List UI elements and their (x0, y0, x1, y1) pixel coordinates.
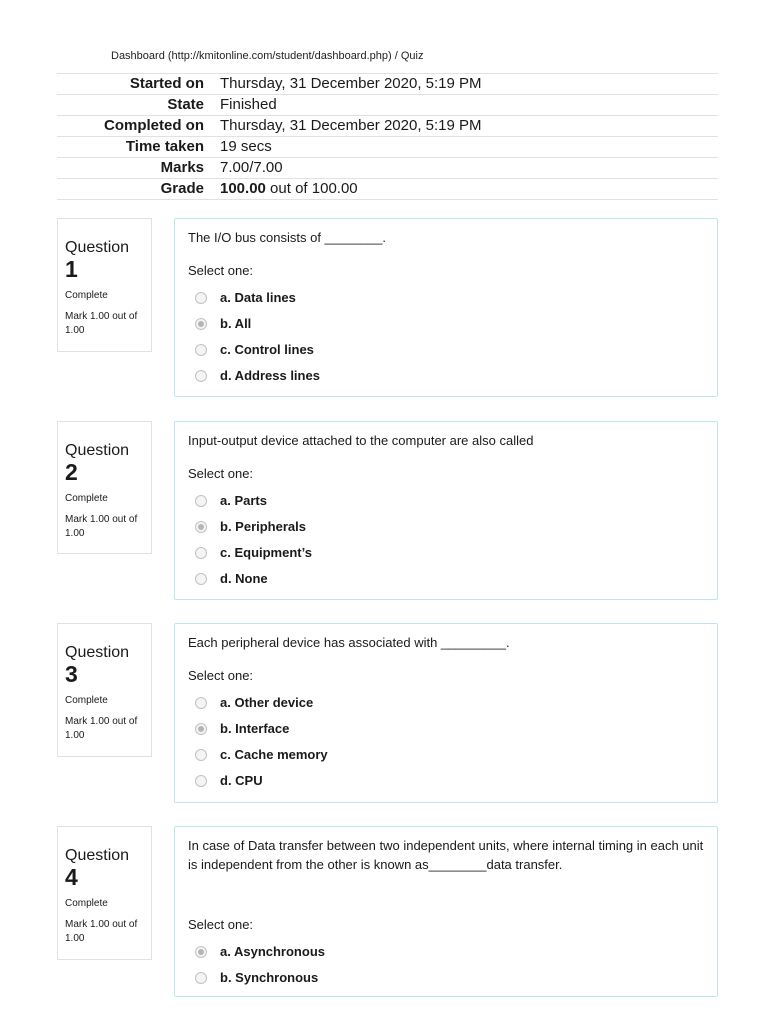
question-number: 3 (65, 661, 78, 687)
answer-label: b. Synchronous (220, 969, 319, 985)
radio-button[interactable] (195, 697, 207, 709)
question-label: Question (65, 442, 130, 459)
dashboard-link[interactable]: Dashboard (http://kmitonline.com/student/dashboard.php) (111, 50, 392, 62)
summary-value: Thursday, 31 December 2020, 5:19 PM (220, 74, 718, 95)
answer-label: b. All (220, 315, 252, 331)
question-label: Question (65, 644, 130, 661)
summary-row-started-on (57, 74, 718, 95)
answer-label: c. Cache memory (220, 746, 328, 762)
question-state: Complete (65, 290, 108, 301)
select-one-prompt: Select one: (188, 668, 254, 683)
answer-options (188, 689, 704, 793)
answer-option[interactable] (188, 689, 704, 715)
summary-label: Completed on (57, 116, 220, 137)
answer-options (188, 487, 704, 591)
question-number: 1 (65, 256, 78, 282)
radio-button[interactable] (195, 495, 207, 507)
summary-value: Finished (220, 95, 718, 116)
answer-option[interactable] (188, 938, 704, 964)
answer-label: c. Equipment’s (220, 544, 312, 560)
answer-option[interactable] (188, 565, 704, 591)
answer-label: b. Interface (220, 720, 290, 736)
question-mark: Mark 1.00 out of 1.00 (65, 311, 138, 336)
radio-button[interactable] (195, 547, 207, 559)
answer-label: a. Parts (220, 492, 267, 508)
summary-label: Marks (57, 158, 220, 179)
answer-options (188, 284, 704, 388)
question-text: In case of Data transfer between two independent units, where internal timing in each unit is independent from the other is known as________data transfer. (188, 838, 704, 872)
question-number: 2 (65, 459, 78, 485)
answer-label: a. Asynchronous (220, 943, 325, 959)
summary-row-state (57, 95, 718, 116)
select-one-prompt: Select one: (188, 466, 254, 481)
summary-label: Started on (57, 74, 220, 95)
select-one-prompt: Select one: (188, 263, 254, 278)
question-mark: Mark 1.00 out of 1.00 (65, 919, 138, 944)
answer-option[interactable] (188, 284, 704, 310)
select-one-prompt: Select one: (188, 917, 254, 932)
answer-option[interactable] (188, 539, 704, 565)
question-content (174, 218, 718, 397)
answer-label: d. Address lines (220, 367, 320, 383)
question-content (174, 623, 718, 803)
radio-button[interactable] (195, 370, 207, 382)
answer-label: a. Other device (220, 694, 314, 710)
radio-button-selected[interactable] (195, 723, 207, 735)
summary-label: Grade (57, 179, 220, 200)
summary-value: 19 secs (220, 137, 718, 158)
answer-option[interactable] (188, 964, 704, 990)
answer-option[interactable] (188, 715, 704, 741)
breadcrumb-separator: / (391, 50, 401, 62)
radio-button[interactable] (195, 972, 207, 984)
question-info (57, 218, 152, 352)
question-text: Each peripheral device has associated with _________. (188, 635, 510, 650)
answer-option[interactable] (188, 741, 704, 767)
question-content (174, 421, 718, 600)
summary-label: State (57, 95, 220, 116)
breadcrumb (111, 50, 423, 62)
answer-options (188, 938, 704, 990)
question-mark: Mark 1.00 out of 1.00 (65, 514, 138, 539)
summary-row-time-taken (57, 137, 718, 158)
question-number: 4 (65, 864, 78, 890)
grade-suffix: out of 100.00 (265, 180, 358, 197)
radio-button[interactable] (195, 292, 207, 304)
answer-label: c. Control lines (220, 341, 314, 357)
question-mark: Mark 1.00 out of 1.00 (65, 716, 138, 741)
answer-option[interactable] (188, 310, 704, 336)
question-state: Complete (65, 493, 108, 504)
question-label: Question (65, 847, 130, 864)
radio-button-selected[interactable] (195, 521, 207, 533)
answer-option[interactable] (188, 513, 704, 539)
radio-button[interactable] (195, 573, 207, 585)
question-text: The I/O bus consists of ________. (188, 230, 387, 245)
question-state: Complete (65, 898, 108, 909)
breadcrumb-current: Quiz (400, 50, 424, 62)
answer-option[interactable] (188, 767, 704, 793)
question-content (174, 826, 718, 997)
answer-label: b. Peripherals (220, 518, 306, 534)
radio-button[interactable] (195, 749, 207, 761)
answer-option[interactable] (188, 487, 704, 513)
quiz-summary-table (57, 73, 718, 200)
question-info (57, 421, 152, 554)
summary-value: 7.00/7.00 (220, 158, 718, 179)
summary-value (220, 179, 718, 200)
summary-row-grade (57, 179, 718, 200)
radio-button-selected[interactable] (195, 946, 207, 958)
question-label: Question (65, 239, 130, 256)
answer-label: d. None (220, 570, 268, 586)
answer-label: a. Data lines (220, 289, 296, 305)
question-info (57, 623, 152, 757)
answer-option[interactable] (188, 336, 704, 362)
summary-label: Time taken (57, 137, 220, 158)
question-text: Input-output device attached to the computer are also called (188, 433, 534, 448)
question-state: Complete (65, 695, 108, 706)
answer-label: d. CPU (220, 772, 263, 788)
radio-button[interactable] (195, 344, 207, 356)
radio-button-selected[interactable] (195, 318, 207, 330)
answer-option[interactable] (188, 362, 704, 388)
summary-row-completed-on (57, 116, 718, 137)
question-info (57, 826, 152, 960)
grade-score: 100.00 (220, 180, 266, 197)
radio-button[interactable] (195, 775, 207, 787)
summary-value: Thursday, 31 December 2020, 5:19 PM (220, 116, 718, 137)
summary-row-marks (57, 158, 718, 179)
